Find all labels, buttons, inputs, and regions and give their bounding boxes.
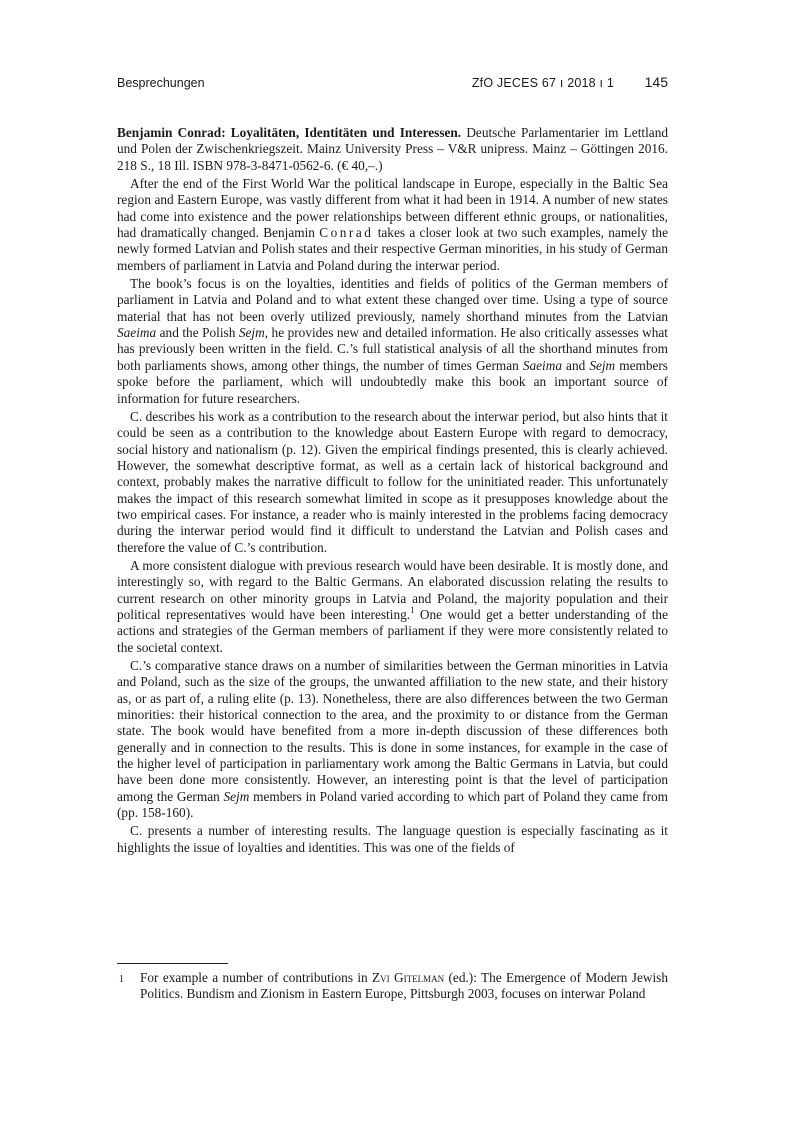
page-number: 145	[644, 74, 668, 90]
book-details: Deutsche Parlamentarier im Lettland und Polen der Zwischenkriegszeit. Mainz University Press – V&R unipress. Mainz – Göttingen 2016. 218 S., 18 Ill. ISBN 978-3-8471-0562-6. (€ 40,–.)	[117, 125, 668, 173]
book-author-title: Benjamin Conrad: Loyalitäten, Identitäten und Interessen.	[117, 125, 462, 140]
footnote-ref[interactable]: 1	[410, 604, 415, 615]
journal-info: ZfO JECES 67 ı 2018 ı 1	[471, 76, 614, 90]
paragraph-1: After the end of the First World War the political landscape in Europe, especially in the Baltic Sea region and Eastern Europe, was vastly different from what it had been in 1914. A number of new states had come into existence and the power relationships between different ethnic groups, or nationalities, had dramatically changed. Benjamin Conrad takes a closer look at two such examples, namely the newly formed Latvian and Polish states and their respective German minorities, in his study of German members of parliament in Latvia and Poland during the interwar period.	[117, 176, 668, 273]
paragraph-4: A more consistent dialogue with previous research would have been desirable. It is mostly done, and interestingly so, with regard to the Baltic Germans. An elaborated discussion relating the results to current research on other minority groups in Latvia and Poland, the majority population and their political representatives would have been interesting.$^1$ One would get a better understanding of the actions and strategies of the German members of parliament if they were more consistently related to the societal context.	[117, 557, 668, 655]
running-head	[117, 76, 668, 94]
paragraph-3: C. describes his work as a contribution to the research about the interwar period, but also hints that it could be seen as a contribution to the knowledge about Eastern Europe with regard to democracy, social history and nationalism (p. 12). Given the empirical findings presented, this is clearly achieved. However, the somewhat descriptive format, as well as a certain lack of historical background and context, probably makes the narrative difficult to follow for the uninitiated reader. This unfortunately makes the impact of this research somewhat limited in scope as it presupposes knowledge about the two empirical cases. For instance, a reader who is mainly interested in the problems facing democracy during the interwar period would find it difficult to understand the Latvian and Polish cases and therefore the value of C.’s contribution.	[117, 408, 668, 555]
paragraph-5: C.’s comparative stance draws on a number of similarities between the German minorities in Latvia and Poland, such as the size of the groups, the unwanted affiliation to the new state, and their history as, or as part of, a ruling elite (p. 13). Nonetheless, there are also differences between the two German minorities: their historical connection to the area, and the proximity to or distance from the German state. The book would have benefited from a more in-depth discussion of these differences both generally and in connection to the results. This is done in some instances, for example in the case of the higher level of participation in parliamentary work among the Baltic Germans in Latvia, but could have been done more consistently. However, an interesting point is that the level of participation among the German Sejm members in Poland varied according to which part of Poland they came from (pp. 158-160).	[117, 658, 668, 821]
footnote-text: For example a number of contributions in Zvi Gitelman (ed.): The Emergence of Modern Jewish Politics. Bundism and Zionism in Eastern Europe, Pittsburgh 2003, focuses on interwar Poland	[140, 970, 668, 1002]
paragraph-6: C. presents a number of interesting results. The language question is especially fascinating as it highlights the issue of loyalties and identities. This was one of the fields of	[117, 823, 668, 855]
paragraph-2: The book’s focus is on the loyalties, identities and fields of politics of the German members of parliament in Latvia and Poland and to what extent these changed over time. Using a type of source material that has not been overly utilized previously, namely shorthand minutes from the Latvian Saeima and the Polish Sejm, he provides new and detailed information. He also critically assesses what has previously been written in the field. C.’s full statistical analysis of all the shorthand minutes from both parliaments shows, among other things, the number of times German Saeima and Sejm members spoke before the parliament, which will undoubtedly make this book an important source of information for future researchers.	[117, 276, 669, 406]
review-body	[117, 125, 668, 858]
bibliographic-entry	[117, 125, 668, 174]
footnote-divider	[117, 963, 228, 964]
author-name-spaced: Conrad	[319, 225, 374, 241]
section-label: Besprechungen	[117, 76, 205, 90]
footnote-number: 1	[119, 974, 124, 985]
footnote	[117, 970, 668, 1003]
